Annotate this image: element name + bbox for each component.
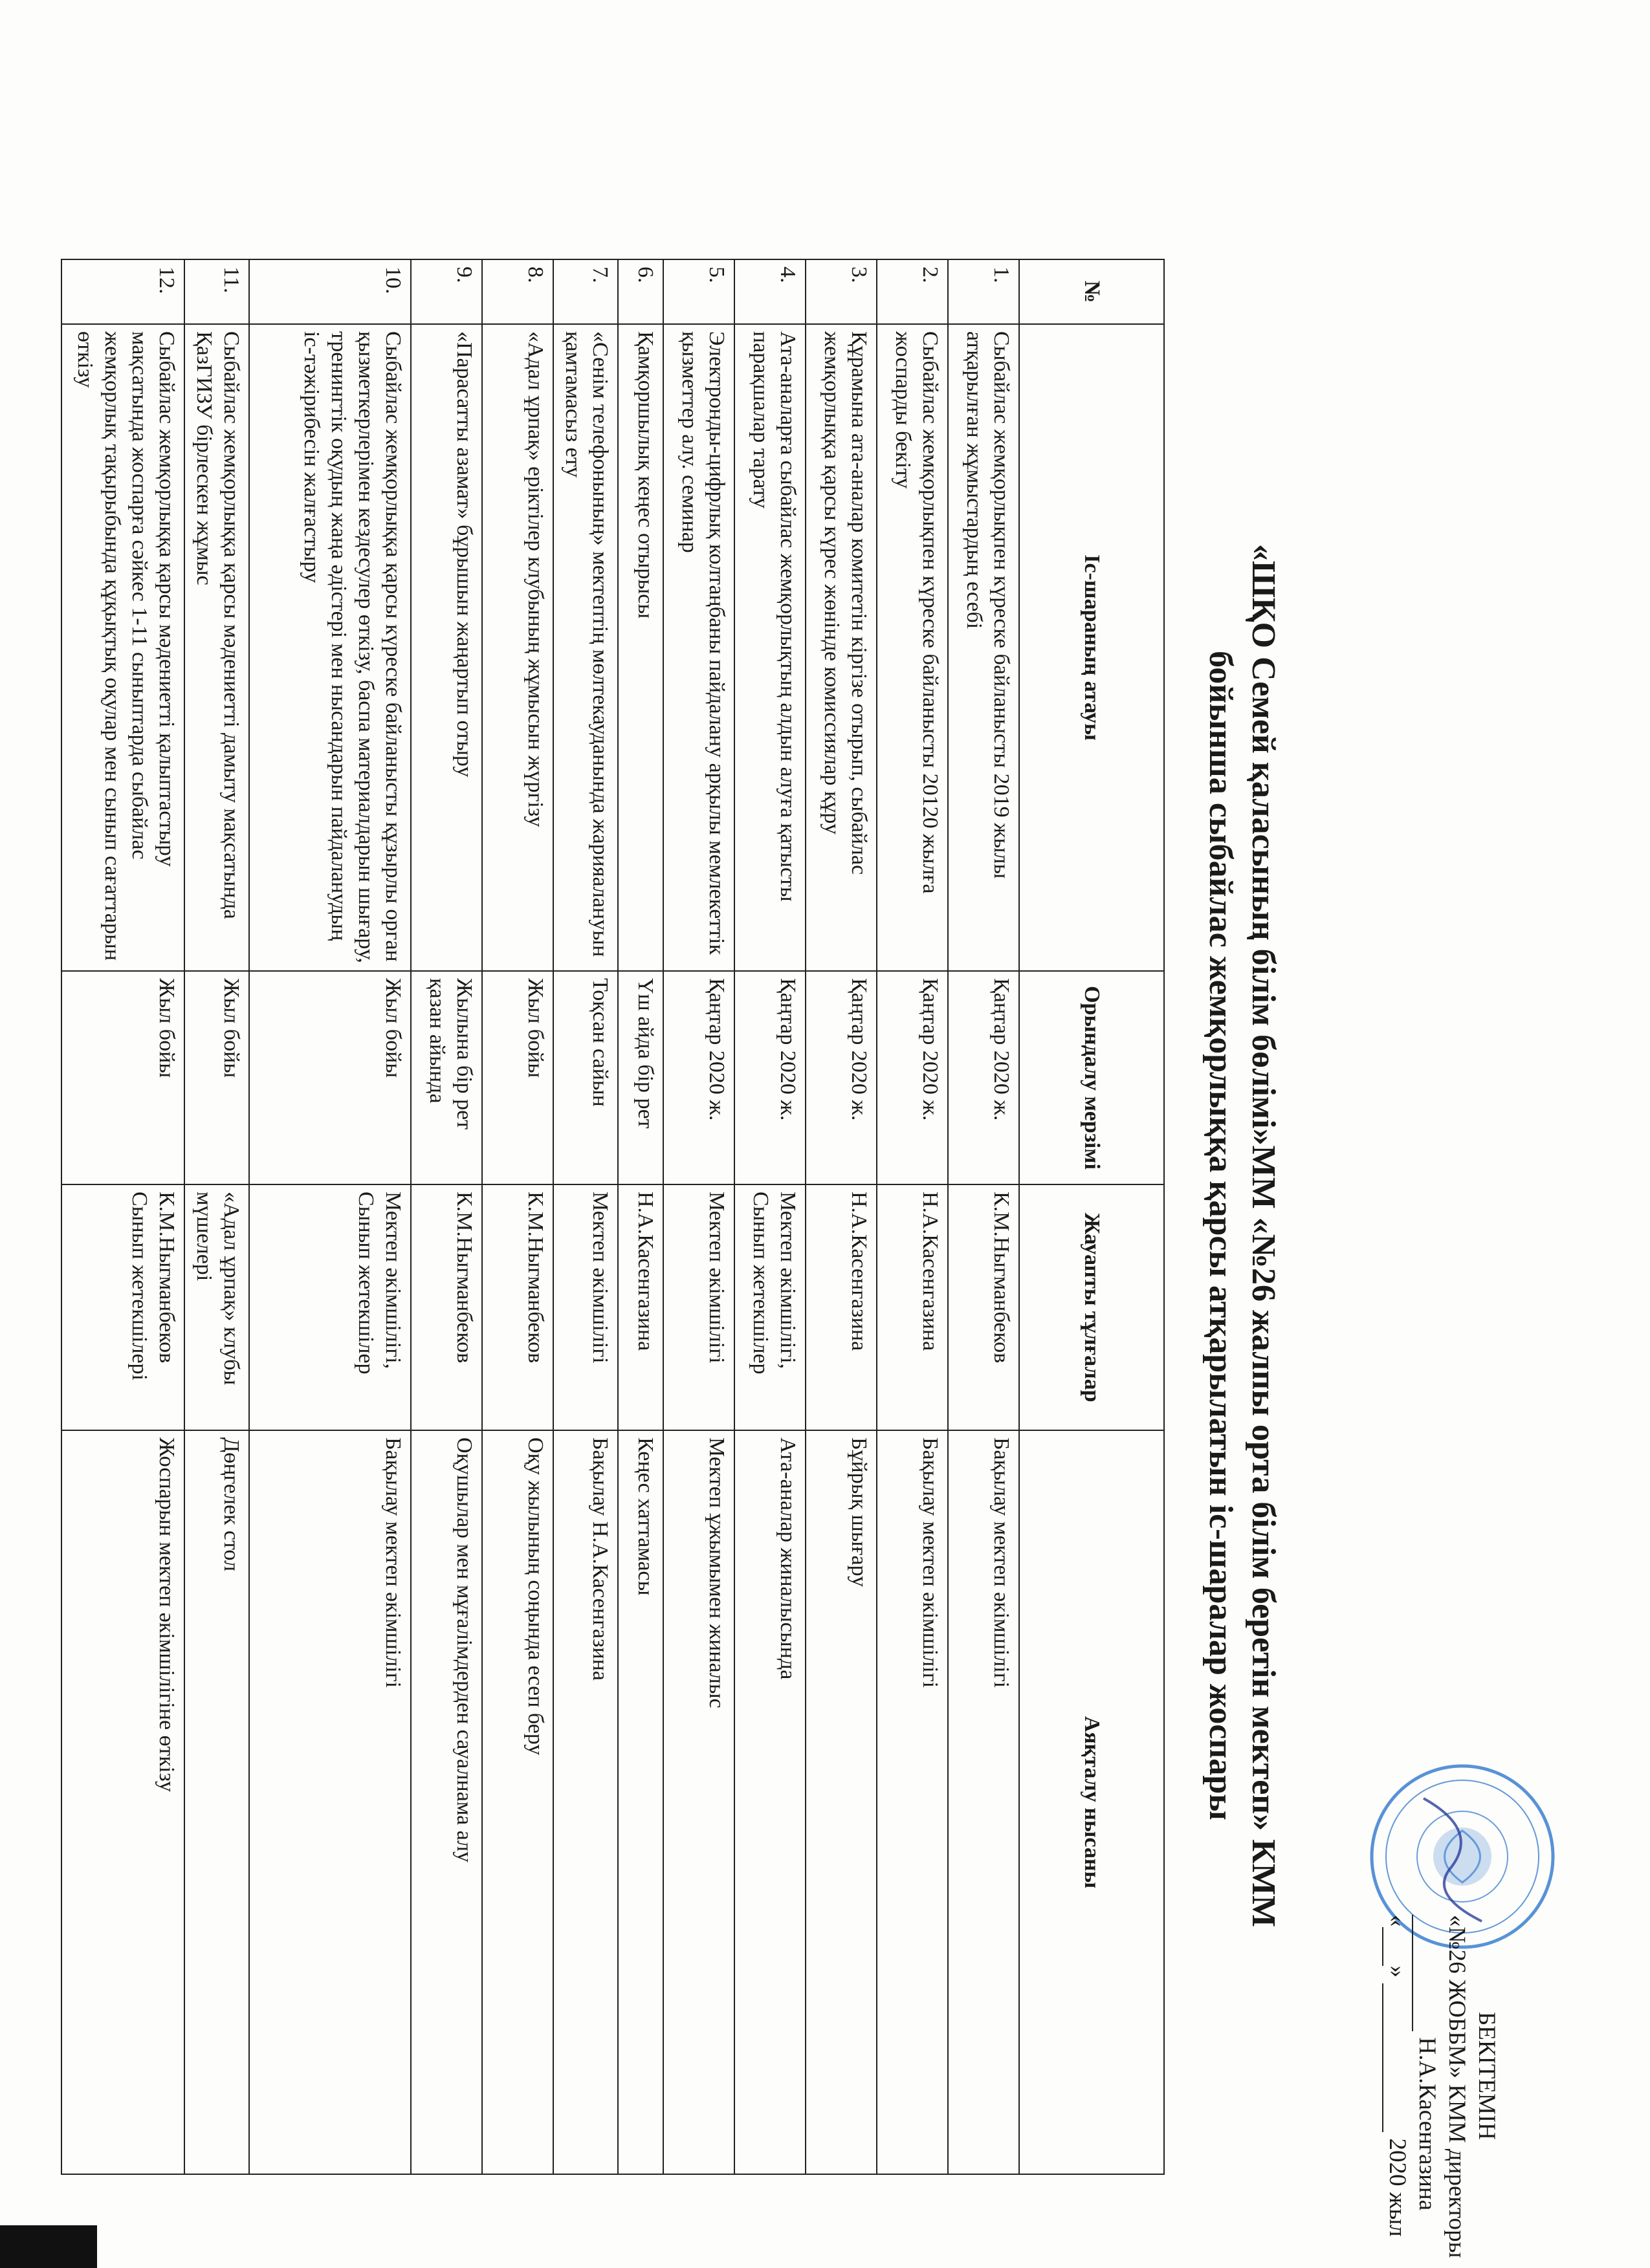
table-row [734, 259, 806, 2174]
row-deadline: Жыл бойы [249, 971, 411, 1184]
document-title [1199, 395, 1284, 2077]
row-completion-form: Жоспарын мектеп әкімшілігіне өткізу [61, 1430, 184, 2174]
header-deadline: Орындалу мерзімі [1019, 971, 1164, 1184]
table-row [249, 259, 411, 2174]
row-deadline: Қаңтар 2020 ж. [877, 971, 948, 1184]
row-number: 8. [482, 259, 553, 324]
row-event-name: Сыбайлас жемқорлыққа қарсы мәдениетті қалыптастыру мақсатында жоспарға сәйкес 1-11 сыныптарда сыбайлас жемқорлық тақырыбында құқықтық оқулар мен сынып сағаттарын өткізу [61, 324, 184, 971]
row-responsible: Н.А.Касенгазина [877, 1184, 948, 1430]
title-line-2: бойынша сыбайлас жемқорлыққа қарсы атқарылатын іс-шаралар жоспары [1202, 651, 1239, 1820]
row-event-name: Ата-аналарға сыбайлас жемқорлықтың алдын алуға қатысты парақшалар тарату [734, 324, 806, 971]
row-completion-form: Бақылау мектеп әкімшілігі [249, 1430, 411, 2174]
table-row [877, 259, 948, 2174]
row-deadline: Қаңтар 2020 ж. [663, 971, 734, 1184]
row-responsible: Н.А.Касенгазина [618, 1184, 663, 1430]
header-number: № [1019, 259, 1164, 324]
row-event-name: Электронды-цифрлық колтаңбаны пайдалану арқылы мемлекеттік қызметтер алу. семинар [663, 324, 734, 971]
approval-signature-line [1412, 1915, 1442, 2251]
approval-word: БЕКІТЕМІН [1473, 2012, 1500, 2140]
row-deadline: Жылына бір рет қазан айында [411, 971, 482, 1184]
row-completion-form: Кеңес хаттамасы [618, 1430, 663, 2174]
table-row [948, 259, 1019, 2174]
row-completion-form: Дөңгелек стол [184, 1430, 249, 2174]
date-quote-open: « [1384, 1915, 1411, 1927]
table-row [553, 259, 618, 2174]
row-number: 9. [411, 259, 482, 324]
title-line-1: «ШҚО Семей қаласының білім бөлімі»ММ «№26 жалпы орта білім беретін мектеп» КММ [1245, 543, 1282, 1928]
row-completion-form: Бақылау Н.А.Касенгазина [553, 1430, 618, 2174]
row-deadline: Жыл бойы [482, 971, 553, 1184]
row-number: 4. [734, 259, 806, 324]
table-row [618, 259, 663, 2174]
row-event-name: Құрамына ата-аналар комитетін кіргізе отырып, сыбайлас жемқорлыққа қарсы күрес жөнінде комиссиялар құру [806, 324, 877, 971]
row-completion-form: Бақылау мектеп әкімшілігі [948, 1430, 1019, 2174]
row-completion-form: Оқу жылының соңында есеп беру [482, 1430, 553, 2174]
row-completion-form: Мектеп ұжымымен жиналыс [663, 1430, 734, 2174]
header-completion-form: Аяқталу нысаны [1019, 1430, 1164, 2174]
row-event-name: Сыбайлас жемқорлыққа қарсы мәдениетті дамыту мақсатында ҚазГИЗУ бірлескен жұмыс [184, 324, 249, 971]
table-header-row [1019, 259, 1164, 2174]
row-responsible: К.М.Ныгманбеков [482, 1184, 553, 1430]
row-responsible: «Адал ұрпақ» клубы мүшелері [184, 1184, 249, 1430]
row-deadline: Жыл бойы [61, 971, 184, 1184]
row-responsible: Мектеп әкімшілігі [553, 1184, 618, 1430]
row-completion-form: Бұйрық шығару [806, 1430, 877, 2174]
row-number: 12. [61, 259, 184, 324]
row-number: 1. [948, 259, 1019, 324]
approval-position: «№26 ЖОББМ» КММ директоры [1444, 1915, 1470, 2258]
row-number: 6. [618, 259, 663, 324]
month-line [1382, 1983, 1404, 2132]
row-responsible: Мектеп әкімшілігі, Сынып жетекшілер [734, 1184, 806, 1430]
row-number: 2. [877, 259, 948, 324]
row-responsible: К.М.Ныгманбеков [411, 1184, 482, 1430]
date-quote-close: » [1384, 1965, 1411, 1978]
approval-name: Н.А.Касенгазина [1414, 2037, 1440, 2211]
row-number: 10. [249, 259, 411, 324]
row-event-name: «Адал ұрпақ» еріктілер клубының жұмысын жүргізу [482, 324, 553, 971]
row-event-name: Сыбайлас жемқорлықпен күреске байланысты 20120 жылға жоспарды бекіту [877, 324, 948, 971]
row-completion-form: Бақылау мектеп әкімшілігі [877, 1430, 948, 2174]
day-line [1382, 1927, 1404, 1966]
row-responsible: К.М.Ныгманбеков [948, 1184, 1019, 1430]
row-event-name: «Парасатты азамат» бұрышын жаңартып отыру [411, 324, 482, 971]
approval-date [1382, 1915, 1412, 2251]
table-row [482, 259, 553, 2174]
row-responsible: Н.А.Касенгазина [806, 1184, 877, 1430]
row-number: 5. [663, 259, 734, 324]
row-responsible: Мектеп әкімшілігі, Сынып жетекшілер [249, 1184, 411, 1430]
row-deadline: Қаңтар 2020 ж. [734, 971, 806, 1184]
approval-year: 2020 жыл [1384, 2138, 1411, 2237]
row-responsible: К.М.Ныгманбеков Сынып жетекшілері [61, 1184, 184, 1430]
header-event-name: Іс-шараның атауы [1019, 324, 1164, 971]
row-deadline: Қаңтар 2020 ж. [806, 971, 877, 1184]
row-deadline: Үш айда бір рет [618, 971, 663, 1184]
row-deadline: Тоқсан сайын [553, 971, 618, 1184]
header-responsible: Жауапты тұлғалар [1019, 1184, 1164, 1430]
row-event-name: Сыбайлас жемқорлыққа қарсы күреске байланысты құзырлы орган қызметкерлерімен кездесулер өткізу, баспа материалдарын шығару, тренингтік оқудың жаңа әдістері мен нысандарын пайдаланудың іс-тәжірибесін жалғастыру [249, 324, 411, 971]
row-completion-form: Оқушылар мен мұғалімдерден сауалнама алу [411, 1430, 482, 2174]
row-responsible: Мектеп әкімшілігі [663, 1184, 734, 1430]
row-deadline: Жыл бойы [184, 971, 249, 1184]
table-row [411, 259, 482, 2174]
plan-table [61, 259, 1165, 2175]
signature-line [1412, 1915, 1434, 2031]
row-completion-form: Ата-аналар жиналысында [734, 1430, 806, 2174]
row-number: 7. [553, 259, 618, 324]
table-row [806, 259, 877, 2174]
row-event-name: Сыбайлас жемқорлықпен күреске байланысты 2019 жылы атқарылған жұмыстардың есебі [948, 324, 1019, 971]
row-number: 11. [184, 259, 249, 324]
row-event-name: Қамқоршылық кеңес отырысы [618, 324, 663, 971]
scan-edge-mark [0, 2225, 97, 2268]
table-row [61, 259, 184, 2174]
row-event-name: «Сенім телефонының» мектептің мөлтекауданында жарияалануын қамтамасыз ету [553, 324, 618, 971]
approval-block [1382, 1915, 1501, 2258]
table-row [663, 259, 734, 2174]
row-deadline: Қаңтар 2020 ж. [948, 971, 1019, 1184]
row-number: 3. [806, 259, 877, 324]
table-row [184, 259, 249, 2174]
